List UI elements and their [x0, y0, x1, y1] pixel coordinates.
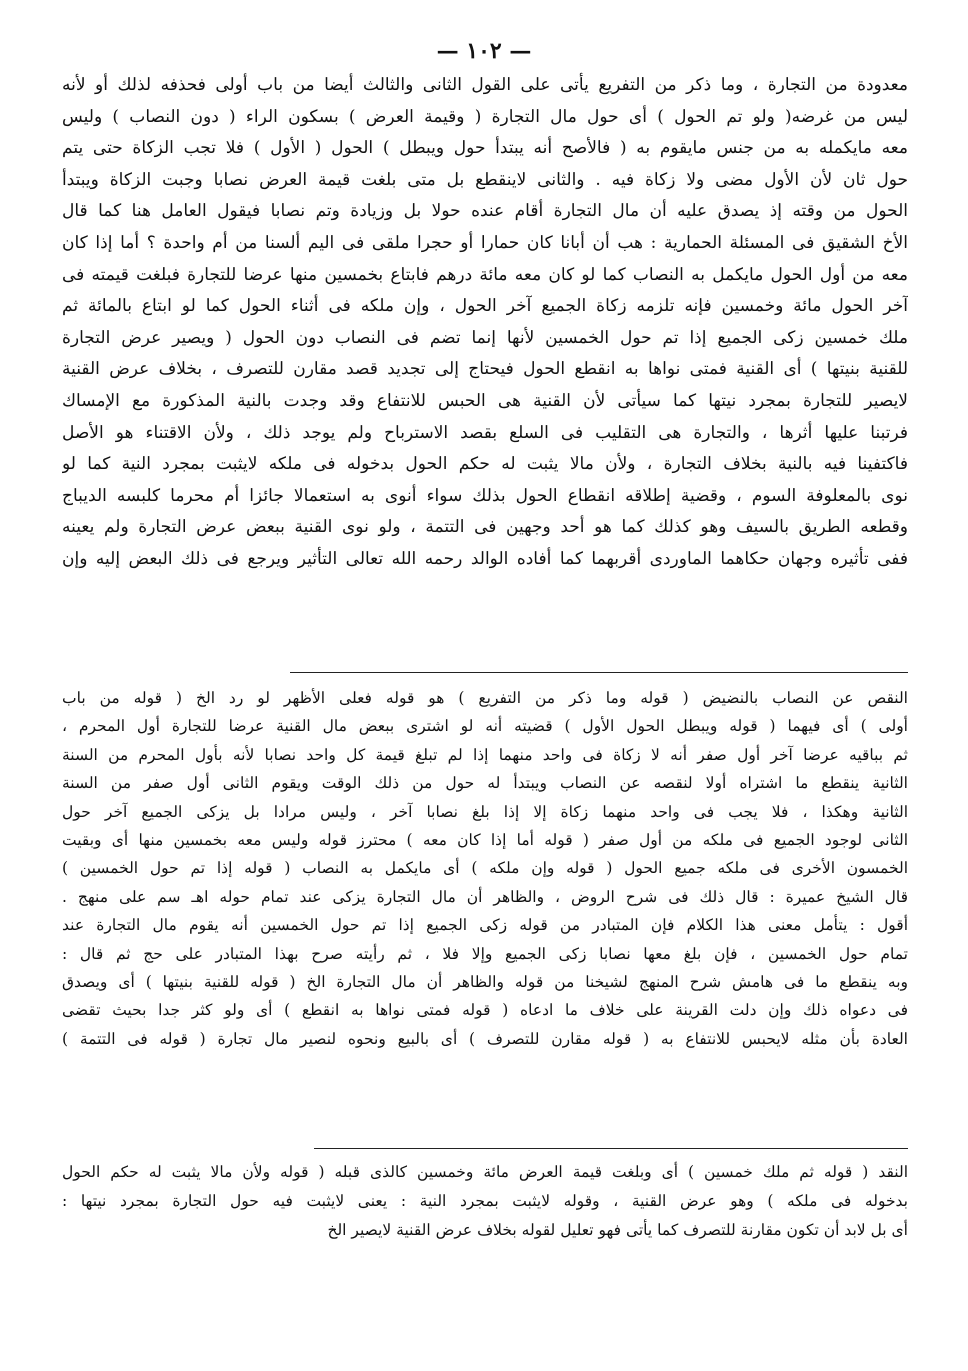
commentary-line: الثانية ينقطع ما اشتراه أولا لنقصه عن النصاب ويبتدأ له حول من ذلك الوقت ويقوم الثانى أول صفر من السنة	[62, 774, 908, 793]
commentary-line: أقول : يتأمل معنى هذا الكلام فإن المتبادر من قوله زكى الجميع إذا تم حول الخمسين أنه يقوم مال التجارة عند	[62, 916, 908, 935]
commentary-line: أولى ) أى فيهما ( قوله ويبطل الحول الأول ) قضيته أنه لو اشترى ببعض مال القنية عرضا للتجارة أول المحرم ،	[62, 717, 908, 736]
text-line: آخر الحول مائة وخمسين فإنه تلزمه زكاة الجميع آخر الحول ، وإن ملكه فى أثناء الحول كما لو ابتاع بالمائة ثم	[62, 296, 908, 317]
commentary-line: وبه ينقطع ما فى هامش شرح المنهج لشيخنا من قوله والظاهر أن مال التجارة الخ ( قوله للقنية بنيتها ) أى ويصدق	[62, 972, 908, 991]
commentary-block-2	[62, 1158, 908, 1245]
text-line: ففى تأثيره وجهان حكاهما الماوردى أقربهما كما أفاده الوالد رحمه الله تعالى التأثير ويرجع فى ذلك البعض إليه وإن	[62, 548, 908, 569]
text-line: الأخ الشقيق فى المسئلة الحمارية : هب أن أبانا كان حمارا أو حجرا ملقى فى اليم ألسنا من أم واحدة ؟ أما إذا كان	[62, 232, 908, 253]
text-line: فاكتفينا فيه بالنية بخلاف التجارة ، ولأن مالا يثبت له حكم الحول بدخوله فى ملكه لايثبت بمجرد النية كما لو	[62, 454, 908, 475]
commentary-line: قال الشيخ عميرة : قال ذلك فى شرح الروض ، والظاهر أن مال التجارة يزكى عند تمام حوله اهـ سم على منهج .	[62, 887, 908, 906]
text-line: معه من أول الحول مايكمل به النصاب كما لو كان معه مائة درهم فابتاع بخمسين منها عرضا للتجارة فبلغت قيمته فى	[62, 264, 908, 285]
text-line: نوى بالمعلوفة السوم ، وقضية إطلاقه انقطاع الحول بذلك سواء أنوى به استعمالا جائزا أم محرما كلبسه الديباج	[62, 485, 908, 506]
main-text-block	[62, 70, 908, 576]
commentary-line: بدخوله فى ملكه ) وهو عرض القنية ، وقوله لايثبت بمجرد النية : يعنى لايثبت فيه حول التجارة بمجرد نيتها :	[62, 1192, 908, 1210]
text-line: معه مايكمله به من جنس مايقوم به ( فالأصح أنه يبتدأ حول ويبطل ) الحول ( الأول ) فلا تجب الزكاة حتى يتم	[62, 138, 908, 159]
text-line: ليس من غرضه( ولو تم الحول ) أى حول مال التجارة ( وقيمة العرض ) بسكون الراء ( دون النصاب ) وليس	[62, 106, 908, 127]
commentary-line: فى دعواه ذلك وإن دلت القرينة على خلاف ما ادعاه ( قوله فمتى نواها به انقطع ) أى ولو كثر جدا بحيث تقضى	[62, 1001, 908, 1020]
commentary-line: أى بل لابد أن تكون مقارنة للتصرف كما يأتى فهو تعليل لقوله بخلاف عرض القنية لايصير الخ	[327, 1221, 908, 1239]
commentary-block-1	[62, 684, 908, 1053]
commentary-line: النقد ( قوله ثم ملك خمسين ) أى وبلغت قيمة العرض مائة وخمسين كالذى قبله ( قوله ولأن مالا يثبت له حكم الحول	[62, 1163, 908, 1181]
text-line: معدودة من التجارة ، وما ذكر من التفريع يأتى على القول الثانى والثالث أيضا من باب أولى فحذفه لذلك أو لأنه	[62, 75, 908, 95]
text-line: للقنية بنيتها ) أى القنية فمتى نواها به انقطع الحول فيحتاج إلى تجديد قصد مقارن للتصرف ، بخلاف عرض القنية	[62, 359, 908, 380]
commentary-line: الثانية وهكذا ، فلا يجب فى واحد منهما زكاة إلا إذا بلغ نصابا آخر ، وليس مرادا بل يزكى الجميع آخر حول	[62, 802, 908, 821]
commentary-line: النقص عن النصاب بالنضيض ( قوله وما ذكر من التفريع ) هو قوله فعلى الأظهر لو رد الخ ( قوله من باب	[62, 689, 908, 707]
text-line: وقطعه الطريق بالسيف وهو كذلك كما هو أحد وجهين فى التتمة ، ولو نوى القنية ببعض عرض التجارة ولم يعينه	[62, 517, 908, 538]
commentary-line: الخمسون الأخرى فى ملكه جميع الحول ( قوله وإن ملكه ) أى مايكمل به النصاب ( قوله إذا تم حول الخمسين )	[62, 859, 908, 878]
section-divider	[314, 1148, 908, 1149]
text-line: لايصير للتجارة بمجرد نيتها كما سيأتى لأن القنية هى الحبس للانتفاع وقد وجدت بالنية المذكورة مع الإمساك	[62, 390, 908, 411]
text-line: حول ثان لأن الأول مضى ولا زكاة فيه . والثانى لاينقطع بل متى بلغت قيمة العرض نصابا وجبت الزكاة ويبتدأ	[62, 169, 908, 190]
text-line: ملك خمسين زكى الجميع إذا تم حول الخمسين لأنها إنما تضم فى النصاب دون الحول ( ويصير عرض التجارة	[62, 327, 908, 348]
commentary-line: العادة بأن مثله لايحبس للانتفاع به ( قوله مقارن للتصرف ) أى بالبيع ونحوه لنصير مال تجارة ( قوله فى التتمة )	[62, 1029, 908, 1048]
commentary-line: تمام حول الخمسين ، فإن بلغ معها نصابا زكى الجميع وإلا فلا ، ثم رأيته صرح بهذا المتبادر على حج ثم قال :	[62, 944, 908, 963]
section-divider	[290, 672, 908, 673]
text-line: فرتبنا عليها أثرها ، والتجارة هى التقليب فى السلع بقصد الاسترباح ولم يوجد ذلك ، ولأن الاقتناء هو الأصل	[62, 422, 908, 443]
commentary-line: الثانى لوجود الجميع فى ملكه من أول صفر ( قوله أما إذا كان معه ) محترز قوله وليس معه بخمسين منها أى وبقيت	[62, 830, 908, 849]
text-line: الحول من وقته إذ يصدق عليه أن مال التجارة أقام عنده حولا بل وزيادة وتم نصابا فيقول العامل هنا كما قال	[62, 201, 908, 222]
commentary-line: ثم بباقيه عرضا آخر أول صفر أنه لا زكاة فى واحد منهما إذا لم تبلغ قيمة كل واحد نصابا لأنه بأول المحرم من السنة	[62, 745, 908, 764]
page-number: — ١٠٢ —	[436, 38, 532, 64]
